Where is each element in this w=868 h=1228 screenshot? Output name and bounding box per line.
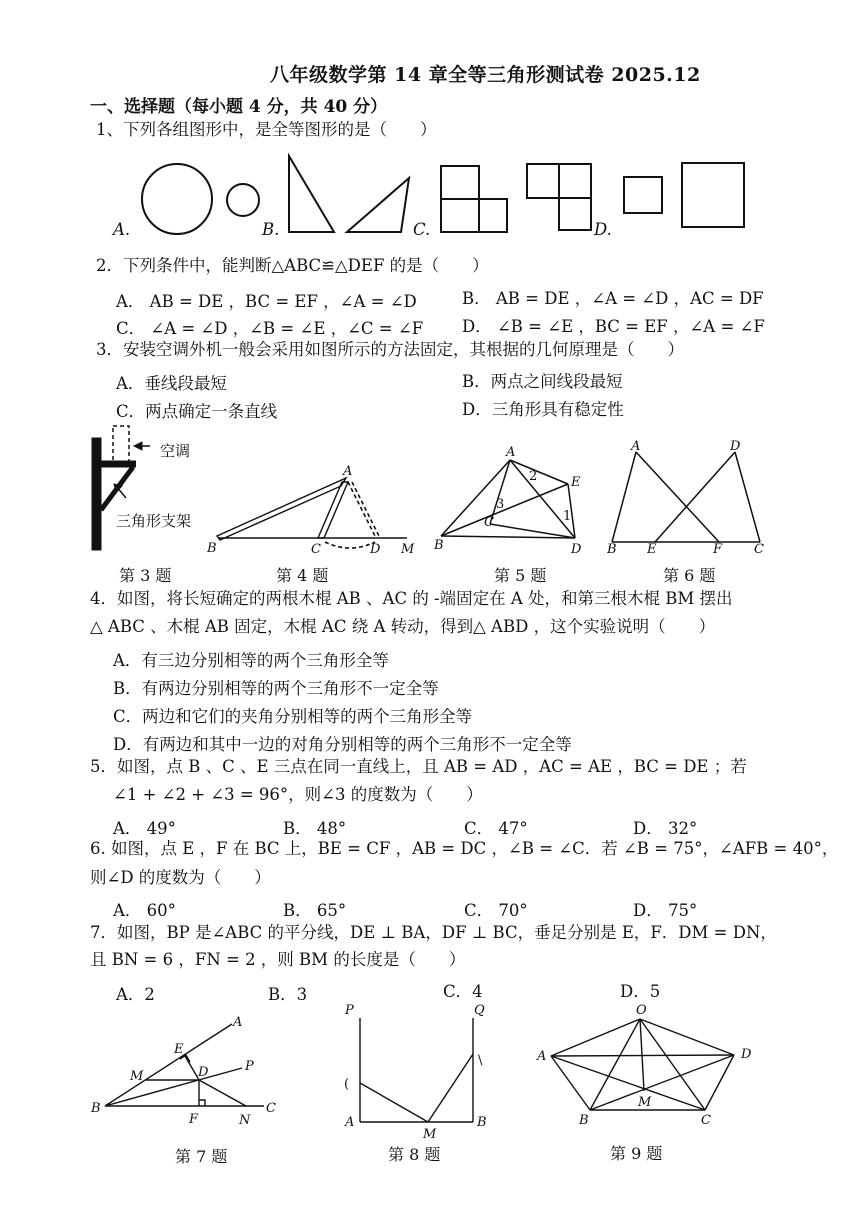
figures-row-2 bbox=[0, 1000, 868, 1140]
q6-line2: 则∠D 的度数为（ ） bbox=[90, 868, 271, 887]
q6-line1: 6. 如图，点 E ，F 在 BC 上，BE = CF ，AB = DC ，∠B = ∠C．若 ∠B = 75°，∠AFB = 40°， bbox=[90, 839, 839, 858]
svg-text:C: C bbox=[311, 542, 321, 557]
caption-fig5: 第 5 题 bbox=[494, 566, 547, 585]
q3-option-a: A．垂线段最短 bbox=[116, 374, 227, 393]
svg-text:Q: Q bbox=[474, 1003, 485, 1018]
q6-option-d: D． 75° bbox=[633, 901, 698, 920]
svg-text:C: C bbox=[266, 1101, 276, 1116]
q2-option-a: A． AB = DE ，BC = EF ，∠A = ∠D bbox=[116, 292, 417, 311]
page-title: 八年级数学第 14 章全等三角形测试卷 2025.12 bbox=[270, 64, 701, 86]
figure-6 bbox=[606, 439, 764, 557]
q3-stem: 3．安装空调外机一般会采用如图所示的方法固定，其根据的几何原理是（ ） bbox=[96, 340, 684, 359]
svg-text:F: F bbox=[189, 1112, 199, 1127]
q5-option-b: B． 48° bbox=[283, 819, 347, 838]
q5-option-c: C． 47° bbox=[464, 819, 528, 838]
svg-text:C: C bbox=[754, 542, 764, 557]
svg-text:1: 1 bbox=[563, 509, 572, 524]
svg-text:B: B bbox=[434, 538, 444, 553]
figure-4 bbox=[206, 464, 415, 557]
caption-fig7: 第 7 题 bbox=[175, 1147, 228, 1166]
svg-text:A: A bbox=[343, 464, 353, 479]
caption-fig4: 第 4 题 bbox=[276, 566, 329, 585]
svg-text:M: M bbox=[401, 542, 415, 557]
svg-text:B: B bbox=[607, 542, 617, 557]
q1-label-b: B. bbox=[262, 220, 280, 239]
q4-option-d: D．有两边和其中一边的对角分别相等的两个三角形不一定全等 bbox=[113, 735, 572, 754]
svg-text:\: \ bbox=[478, 1053, 483, 1068]
caption-fig6: 第 6 题 bbox=[663, 566, 716, 585]
svg-text:M: M bbox=[423, 1127, 437, 1142]
svg-text:A: A bbox=[631, 439, 641, 454]
section-heading: 一、选择题（每小题 4 分，共 40 分） bbox=[90, 97, 388, 117]
svg-text:N: N bbox=[239, 1113, 251, 1128]
caption-fig3: 第 3 题 bbox=[119, 566, 172, 585]
q1-shape-c2 bbox=[527, 164, 591, 230]
svg-text:C: C bbox=[484, 515, 494, 530]
q3-option-d: D．三角形具有稳定性 bbox=[462, 400, 624, 419]
q1-triangle-2 bbox=[347, 178, 409, 232]
figure-3 bbox=[92, 426, 150, 550]
q1-label-c: C. bbox=[413, 220, 431, 239]
q1-small-square bbox=[624, 177, 662, 213]
svg-text:E: E bbox=[571, 475, 581, 490]
svg-text:D: D bbox=[741, 1047, 752, 1062]
svg-text:2: 2 bbox=[529, 469, 538, 484]
svg-text:P: P bbox=[345, 1003, 354, 1018]
svg-text:E: E bbox=[174, 1042, 184, 1057]
q2-option-d: D． ∠B = ∠E ，BC = EF ，∠A = ∠F bbox=[462, 317, 765, 336]
q6-option-c: C． 70° bbox=[464, 901, 528, 920]
figure-7 bbox=[90, 1015, 276, 1128]
svg-text:(: ( bbox=[344, 1077, 350, 1092]
q5-line2: ∠1 + ∠2 + ∠3 = 96°，则∠3 的度数为（ ） bbox=[113, 785, 483, 804]
q7-option-b: B．3 bbox=[268, 985, 308, 1004]
q4-line2: △ ABC 、木棍 AB 固定，木棍 AC 绕 A 转动，得到△ ABD ，这个实验说明（ ） bbox=[90, 617, 716, 636]
q1-shape-c1 bbox=[441, 166, 507, 232]
svg-text:D: D bbox=[730, 439, 741, 454]
q1-label-d: D. bbox=[594, 220, 612, 239]
q1-large-circle bbox=[142, 164, 212, 234]
q7-line1: 7．如图，BP 是∠ABC 的平分线，DE ⊥ BA，DF ⊥ BC，垂足分别是 E，F．DM = DN， bbox=[90, 923, 777, 942]
q6-option-a: A． 60° bbox=[113, 901, 176, 920]
q2-stem: 2．下列条件中，能判断△ABC≌△DEF 的是（ ） bbox=[96, 256, 489, 275]
svg-text:P: P bbox=[245, 1059, 254, 1074]
svg-text:A: A bbox=[233, 1015, 243, 1030]
svg-text:A: A bbox=[537, 1049, 547, 1064]
q1-triangle-1 bbox=[289, 156, 334, 232]
svg-text:3: 3 bbox=[496, 497, 505, 512]
caption-fig8: 第 8 题 bbox=[388, 1145, 441, 1164]
fig3-label-bracket: 三角形支架 bbox=[116, 512, 192, 530]
q7-option-d: D．5 bbox=[620, 982, 661, 1001]
svg-text:B: B bbox=[91, 1101, 101, 1116]
svg-text:B: B bbox=[207, 541, 217, 556]
svg-text:M: M bbox=[638, 1095, 652, 1110]
q4-option-c: C．两边和它们的夹角分别相等的两个三角形全等 bbox=[113, 707, 473, 726]
q5-line1: 5．如图，点 B 、C 、E 三点在同一直线上，且 AB = AD ，AC = AE ，BC = DE ；若 bbox=[90, 757, 747, 776]
q4-option-a: A．有三边分别相等的两个三角形全等 bbox=[113, 651, 389, 670]
svg-text:D: D bbox=[370, 542, 381, 557]
q7-option-a: A．2 bbox=[116, 985, 155, 1004]
svg-text:D: D bbox=[198, 1065, 209, 1080]
q1-label-a: A. bbox=[113, 220, 131, 239]
q1-stem: 1、下列各组图形中，是全等图形的是（ ） bbox=[96, 120, 437, 139]
q7-line2: 且 BN = 6 ，FN = 2 ，则 BM 的长度是（ ） bbox=[90, 950, 466, 969]
q5-option-a: A． 49° bbox=[113, 819, 176, 838]
figure-9 bbox=[536, 1003, 752, 1128]
caption-fig9: 第 9 题 bbox=[610, 1144, 663, 1163]
q3-option-b: B．两点之间线段最短 bbox=[462, 372, 623, 391]
q5-option-d: D． 32° bbox=[633, 819, 698, 838]
q2-option-b: B． AB = DE ，∠A = ∠D ，AC = DF bbox=[462, 289, 764, 308]
q1-figures bbox=[0, 0, 868, 260]
q3-option-c: C．两点确定一条直线 bbox=[116, 402, 278, 421]
figures-row-1 bbox=[0, 420, 868, 570]
q4-option-b: B．有两边分别相等的两个三角形不一定全等 bbox=[113, 679, 439, 698]
svg-text:M: M bbox=[130, 1069, 144, 1084]
svg-text:E: E bbox=[647, 542, 657, 557]
q6-option-b: B． 65° bbox=[283, 901, 347, 920]
q7-option-c: C．4 bbox=[443, 982, 483, 1001]
figure-5 bbox=[433, 445, 582, 557]
q4-line1: 4．如图，将长短确定的两根木棍 AB 、AC 的 -端固定在 A 处，和第三根木棍 BM 摆出 bbox=[90, 589, 733, 608]
svg-text:B: B bbox=[579, 1113, 589, 1128]
q1-large-square bbox=[682, 163, 744, 227]
q2-option-c: C． ∠A = ∠D ，∠B = ∠E ，∠C = ∠F bbox=[116, 319, 424, 338]
svg-text:F: F bbox=[713, 542, 723, 557]
svg-text:C: C bbox=[701, 1113, 711, 1128]
figure-8 bbox=[344, 1003, 487, 1142]
fig3-label-ac: 空调 bbox=[160, 442, 191, 460]
svg-text:D: D bbox=[571, 542, 582, 557]
q1-small-circle bbox=[227, 184, 259, 216]
svg-text:A: A bbox=[506, 445, 516, 460]
svg-text:O: O bbox=[636, 1003, 647, 1018]
svg-text:A: A bbox=[345, 1115, 355, 1130]
svg-text:B: B bbox=[477, 1115, 487, 1130]
